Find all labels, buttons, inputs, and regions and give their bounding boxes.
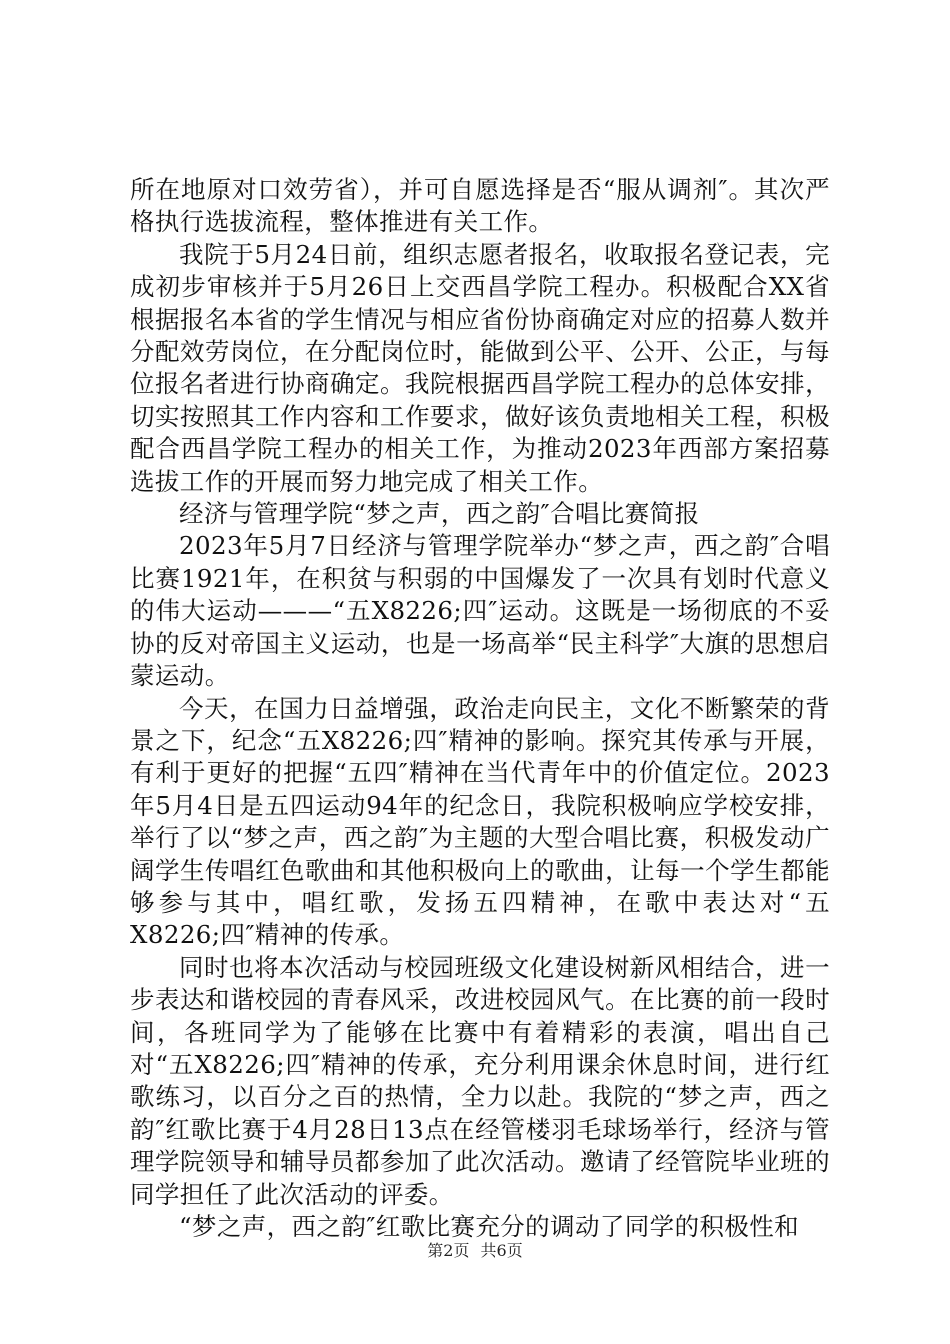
paragraph: 所在地原对口效劳省），并可自愿选择是否“服从调剂″。其次严格执行选拔流程，整体推进有关工作。: [130, 175, 830, 237]
document-body: [130, 174, 830, 1243]
paragraph: 我院于5月24日前，组织志愿者报名，收取报名登记表，完成初步审核并于5月26日上交西昌学院工程办。积极配合XX省根据报名本省的学生情况与相应省份协商确定对应的招募人数并分配效劳岗位，在分配岗位时，能做到公平、公开、公正，与每位报名者进行协商确定。我院根据西昌学院工程办的总体安排，切实按照其工作内容和工作要求，做好该负责地相关工程，积极配合西昌学院工程办的相关工作，为推动2023年西部方案招募选拔工作的开展而努力地完成了相关工作。: [130, 239, 830, 496]
total-pages: 共6页: [480, 1241, 523, 1260]
paragraph: 今天，在国力日益增强，政治走向民主，文化不断繁荣的背景之下，纪念“五X8226;四″精神的影响。探究其传承与开展，有利于更好的把握“五四″精神在当代青年中的价值定位。2023年5月4日是五四运动94年的纪念日，我院积极响应学校安排，举行了以“梦之声，西之韵″为主题的大型合唱比赛，积极发动广阔学生传唱红色歌曲和其他积极向上的歌曲，让每一个学生都能够参与其中，唱红歌，发扬五四精神，在歌中表达对“五X8226;四″精神的传承。: [130, 693, 830, 950]
paragraph: 同时也将本次活动与校园班级文化建设树新风相结合，进一步表达和谐校园的青春风采，改进校园风气。在比赛的前一段时间，各班同学为了能够在比赛中有着精彩的表演，唱出自己对“五X8226;四″精神的传承，充分利用课余休息时间，进行红歌练习，以百分之百的热情，全力以赴。我院的“梦之声，西之韵″红歌比赛于4月28日13点在经管楼羽毛球场举行，经济与管理学院领导和辅导员都参加了此次活动。邀请了经管院毕业班的同学担任了此次活动的评委。: [130, 952, 830, 1209]
page-number: 第2页: [427, 1241, 470, 1260]
paragraph: 2023年5月7日经济与管理学院举办“梦之声，西之韵″合唱比赛1921年，在积贫与积弱的中国爆发了一次具有划时代意义的伟大运动———“五X8226;四″运动。这既是一场彻底的不妥协的反对帝国主义运动，也是一场高举“民主科学″大旗的思想启蒙运动。: [130, 531, 830, 691]
paragraph: “梦之声，西之韵″红歌比赛充分的调动了同学的积极性和: [179, 1212, 800, 1241]
page-footer: [0, 1241, 950, 1261]
section-heading: 经济与管理学院“梦之声，西之韵″合唱比赛简报: [179, 499, 700, 529]
